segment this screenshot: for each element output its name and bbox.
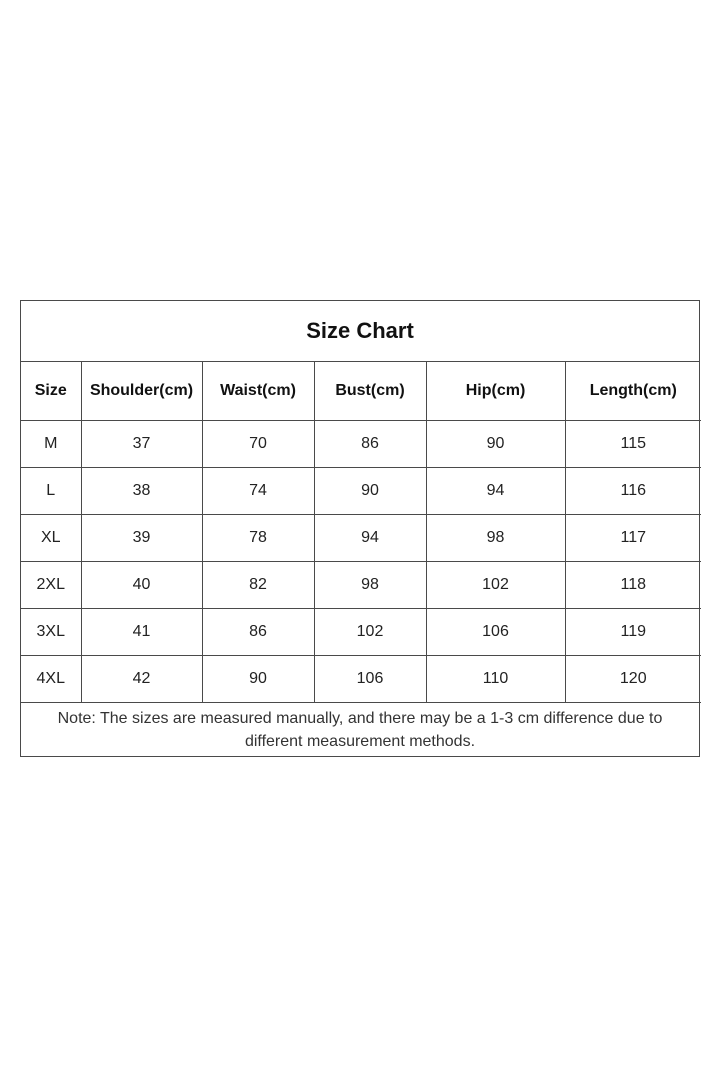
header-waist: Waist(cm) bbox=[202, 362, 314, 421]
cell-waist: 90 bbox=[202, 656, 314, 703]
table-row bbox=[21, 515, 701, 562]
measurement-note: Note: The sizes are measured manually, and there may be a 1-3 cm difference due to different measurement methods. bbox=[57, 710, 663, 750]
size-table bbox=[21, 362, 701, 703]
cell-hip: 90 bbox=[426, 421, 565, 468]
cell-hip: 102 bbox=[426, 562, 565, 609]
table-row bbox=[21, 421, 701, 468]
header-size: Size bbox=[21, 362, 81, 421]
cell-shoulder: 42 bbox=[81, 656, 202, 703]
cell-size: 4XL bbox=[21, 656, 81, 703]
header-shoulder: Shoulder(cm) bbox=[81, 362, 202, 421]
table-row bbox=[21, 562, 701, 609]
cell-length: 119 bbox=[565, 609, 701, 656]
cell-size: M bbox=[21, 421, 81, 468]
table-row bbox=[21, 609, 701, 656]
cell-size: 2XL bbox=[21, 562, 81, 609]
cell-size: L bbox=[21, 468, 81, 515]
cell-waist: 86 bbox=[202, 609, 314, 656]
cell-bust: 94 bbox=[314, 515, 426, 562]
cell-waist: 70 bbox=[202, 421, 314, 468]
cell-bust: 102 bbox=[314, 609, 426, 656]
cell-bust: 86 bbox=[314, 421, 426, 468]
cell-waist: 78 bbox=[202, 515, 314, 562]
cell-bust: 90 bbox=[314, 468, 426, 515]
cell-size: XL bbox=[21, 515, 81, 562]
cell-shoulder: 40 bbox=[81, 562, 202, 609]
table-header-row bbox=[21, 362, 701, 421]
chart-title: Size Chart bbox=[21, 301, 699, 362]
size-chart bbox=[20, 300, 700, 757]
cell-size: 3XL bbox=[21, 609, 81, 656]
header-hip: Hip(cm) bbox=[426, 362, 565, 421]
header-length: Length(cm) bbox=[565, 362, 701, 421]
table-row bbox=[21, 468, 701, 515]
cell-hip: 94 bbox=[426, 468, 565, 515]
cell-waist: 74 bbox=[202, 468, 314, 515]
header-bust: Bust(cm) bbox=[314, 362, 426, 421]
cell-shoulder: 38 bbox=[81, 468, 202, 515]
cell-shoulder: 37 bbox=[81, 421, 202, 468]
cell-bust: 106 bbox=[314, 656, 426, 703]
cell-length: 118 bbox=[565, 562, 701, 609]
cell-length: 115 bbox=[565, 421, 701, 468]
cell-hip: 110 bbox=[426, 656, 565, 703]
cell-shoulder: 41 bbox=[81, 609, 202, 656]
cell-length: 120 bbox=[565, 656, 701, 703]
cell-waist: 82 bbox=[202, 562, 314, 609]
cell-hip: 106 bbox=[426, 609, 565, 656]
cell-length: 117 bbox=[565, 515, 701, 562]
cell-bust: 98 bbox=[314, 562, 426, 609]
cell-length: 116 bbox=[565, 468, 701, 515]
cell-shoulder: 39 bbox=[81, 515, 202, 562]
table-row bbox=[21, 656, 701, 703]
cell-hip: 98 bbox=[426, 515, 565, 562]
